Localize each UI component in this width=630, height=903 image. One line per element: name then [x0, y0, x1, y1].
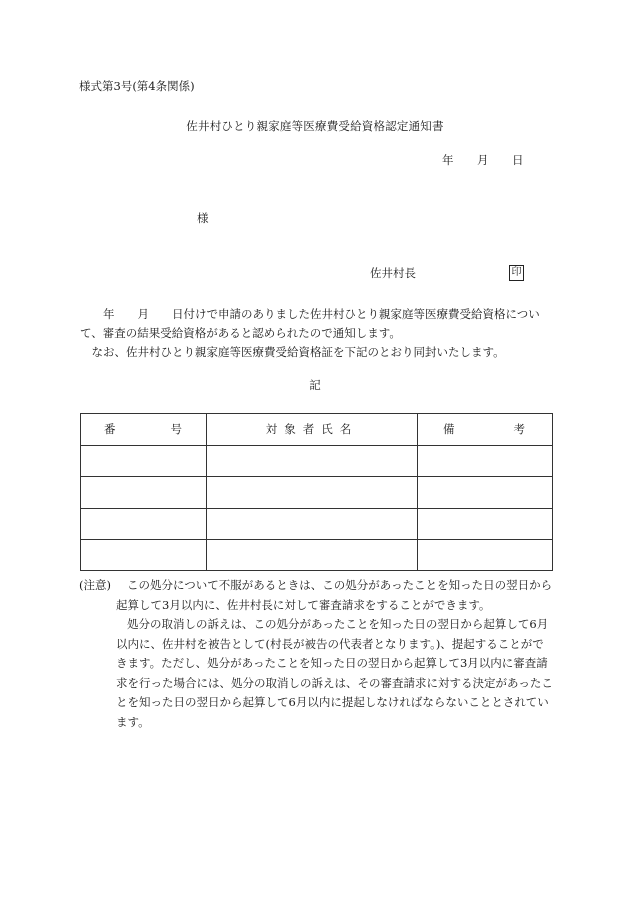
notes-paragraph-1: この処分について不服があるときは、この処分があったことを知った日の翌日から起算して3月以内に、佐井村長に対して審査請求をすることができます。 — [116, 578, 553, 612]
cell-name — [207, 446, 418, 477]
table-row — [81, 446, 553, 477]
table-row — [81, 477, 553, 508]
header-name: 対象者氏名 — [207, 414, 418, 446]
cell-remarks — [418, 477, 553, 508]
date-year-label: 年 — [442, 153, 454, 167]
cell-name — [207, 539, 418, 570]
addressee-suffix: 様 — [197, 211, 209, 225]
notes-label: (注意) — [79, 578, 111, 592]
cell-number — [81, 508, 207, 539]
notification-body — [80, 305, 555, 362]
date-month-label: 月 — [477, 153, 489, 167]
cell-number — [81, 446, 207, 477]
table-header-row — [81, 414, 553, 446]
document-title: 佐井村ひとり親家庭等医療費受給資格認定通知書 — [186, 119, 444, 133]
ki-heading: 記 — [309, 378, 321, 392]
seal-mark: 印 — [509, 265, 524, 281]
cell-number — [81, 477, 207, 508]
table-row — [81, 508, 553, 539]
notes-section — [79, 576, 554, 732]
form-number: 様式第3号(第4条関係) — [79, 79, 195, 93]
table-row — [81, 539, 553, 570]
cell-number — [81, 539, 207, 570]
body-paragraph-2: なお、佐井村ひとり親家庭等医療費受給資格証を下記のとおり同封いたします。 — [80, 345, 505, 359]
recipient-table — [80, 413, 553, 571]
sender-title: 佐井村長 — [370, 266, 416, 280]
cell-remarks — [418, 539, 553, 570]
cell-remarks — [418, 446, 553, 477]
date-day-label: 日 — [512, 153, 524, 167]
cell-name — [207, 477, 418, 508]
cell-name — [207, 508, 418, 539]
cell-remarks — [418, 508, 553, 539]
header-number: 番 号 — [81, 414, 207, 446]
body-paragraph-1: 年 月 日付けで申請のありました佐井村ひとり親家庭等医療費受給資格について、審査の結果受給資格があると認められたので通知します。 — [80, 307, 540, 340]
notes-paragraph-2: 処分の取消しの訴えは、この処分があったことを知った日の翌日から起算して6月以内に、佐井村を被告として(村長が被告の代表者となります。)、提起することができます。ただし、処分があったことを知った日の翌日から起算して3月以内に審査請求を行った場合には、処分の取消しの訴えは、その審査請求に対する決定があったことを知った日の翌日から起算して6月以内に提起しなければならないこととされています。 — [116, 617, 553, 729]
header-remarks: 備 考 — [418, 414, 553, 446]
